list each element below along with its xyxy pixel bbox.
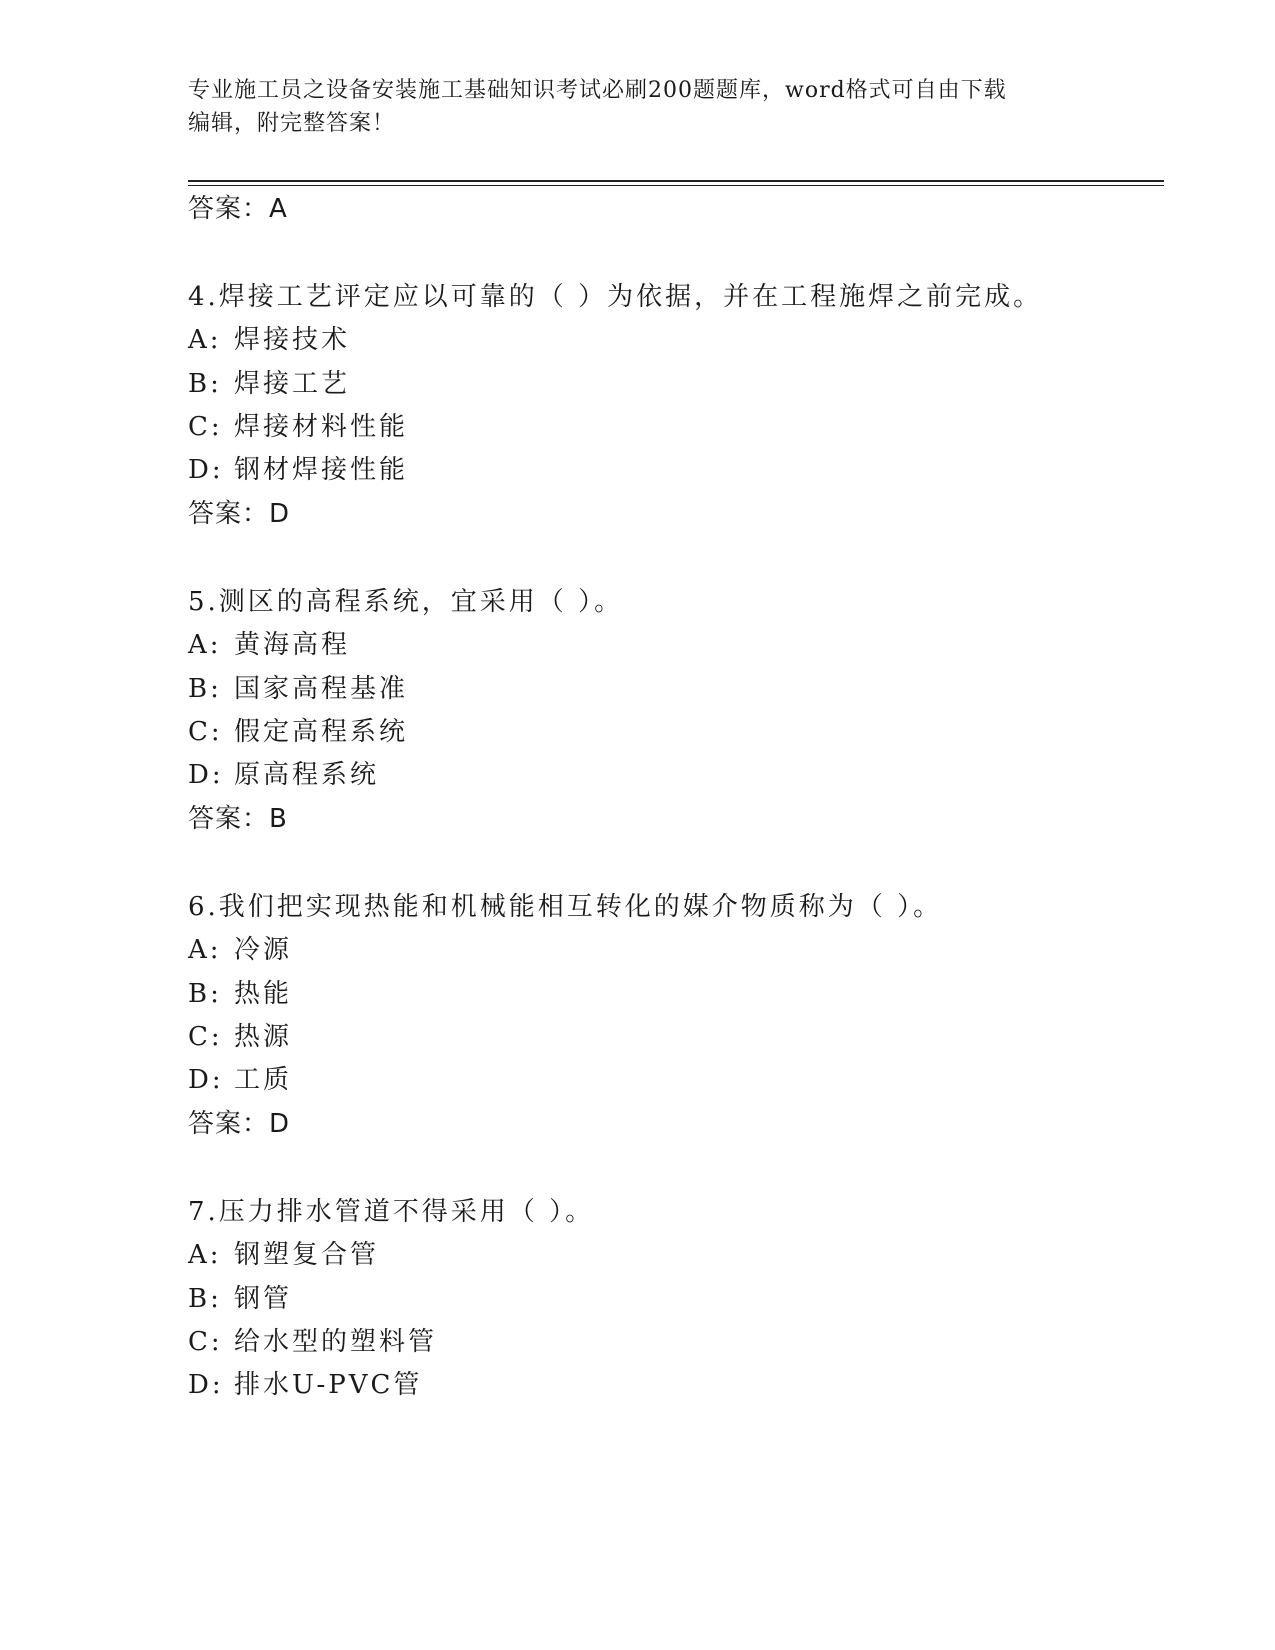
- header-divider-thick: [188, 180, 1164, 182]
- header-line-1: 专业施工员之设备安装施工基础知识考试必刷200题题库，word格式可自由下载: [188, 78, 1007, 103]
- option-d: [188, 1368, 422, 1402]
- option-text: 焊接材料性能: [234, 412, 409, 442]
- answer-line: 答案：D: [188, 499, 291, 529]
- option-text: 钢材焊接性能: [234, 455, 409, 485]
- option-a: [188, 933, 292, 967]
- option-text: 排水U-PVC管: [234, 1370, 423, 1400]
- option-d: [188, 1063, 292, 1097]
- header-divider-thin: [188, 185, 1164, 186]
- option-text: 工质: [234, 1065, 293, 1095]
- option-text: 黄海高程: [234, 630, 351, 660]
- question-stem: 7.压力排水管道不得采用（ ）。: [188, 1197, 595, 1227]
- option-d: [188, 758, 379, 792]
- option-text: 国家高程基准: [234, 674, 409, 704]
- option-text: 给水型的塑料管: [234, 1327, 438, 1357]
- option-a: [188, 628, 350, 662]
- option-text: 钢塑复合管: [234, 1240, 380, 1270]
- option-text: 假定高程系统: [234, 717, 409, 747]
- question-stem: 4.焊接工艺评定应以可靠的（ ）为依据，并在工程施焊之前完成。: [188, 282, 1043, 312]
- option-letter: C:: [188, 1022, 223, 1052]
- option-letter: C:: [188, 412, 223, 442]
- option-letter: D:: [188, 760, 224, 790]
- option-text: 冷源: [234, 935, 293, 965]
- option-text: 原高程系统: [234, 760, 380, 790]
- option-b: [188, 977, 292, 1011]
- option-letter: A:: [188, 935, 222, 965]
- option-letter: C:: [188, 1327, 223, 1357]
- option-letter: A:: [188, 630, 222, 660]
- option-d: [188, 453, 408, 487]
- option-b: [188, 1282, 292, 1316]
- option-c: [188, 1020, 292, 1054]
- option-letter: A:: [188, 325, 222, 355]
- question-stem: 5.测区的高程系统，宜采用（ ）。: [188, 587, 624, 617]
- option-letter: B:: [188, 369, 222, 399]
- option-letter: B:: [188, 674, 222, 704]
- answer-previous: 答案：A: [188, 194, 288, 224]
- option-letter: B:: [188, 1284, 222, 1314]
- option-c: [188, 1325, 437, 1359]
- option-c: [188, 715, 408, 749]
- question-stem: 6.我们把实现热能和机械能相互转化的媒介物质称为（ ）。: [188, 892, 943, 922]
- option-letter: C:: [188, 717, 223, 747]
- option-b: [188, 367, 350, 401]
- option-c: [188, 410, 408, 444]
- option-letter: D:: [188, 1370, 224, 1400]
- header-line-2: 编辑，附完整答案！: [188, 111, 396, 136]
- option-text: 热源: [234, 1022, 293, 1052]
- option-a: [188, 1238, 379, 1272]
- option-b: [188, 672, 408, 706]
- document-header: [188, 74, 1068, 140]
- option-letter: A:: [188, 1240, 222, 1270]
- answer-line: 答案：D: [188, 1109, 291, 1139]
- option-a: [188, 323, 350, 357]
- answer-line: 答案：B: [188, 804, 288, 834]
- option-text: 焊接工艺: [234, 369, 351, 399]
- option-text: 焊接技术: [234, 325, 351, 355]
- option-text: 钢管: [234, 1284, 293, 1314]
- option-letter: B:: [188, 979, 222, 1009]
- option-letter: D:: [188, 455, 224, 485]
- option-letter: D:: [188, 1065, 224, 1095]
- option-text: 热能: [234, 979, 293, 1009]
